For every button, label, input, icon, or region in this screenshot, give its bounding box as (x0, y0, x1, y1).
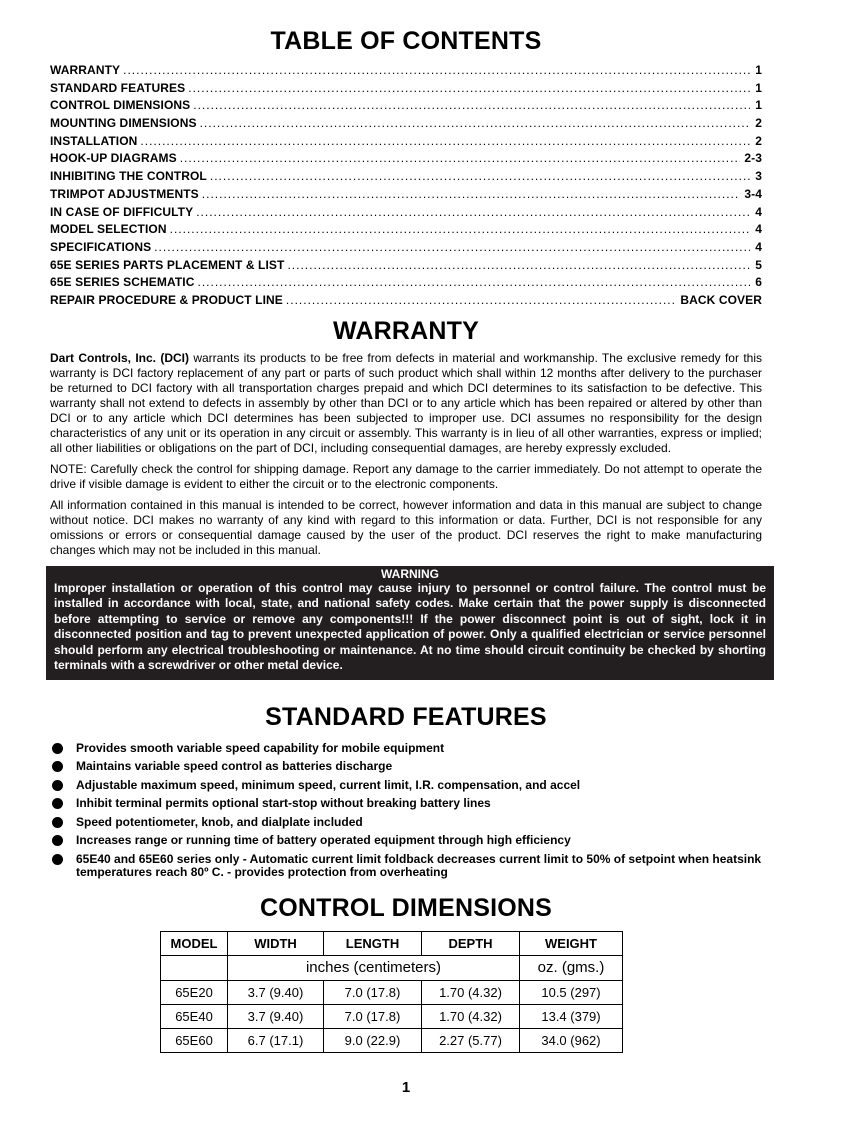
toc-leader (170, 221, 750, 239)
units-weight: oz. (gms.) (520, 955, 623, 980)
feature-text: Maintains variable speed control as batteries discharge (76, 759, 393, 774)
toc-page: 4 (755, 204, 762, 219)
toc-label: SPECIFICATIONS (50, 239, 152, 254)
cell-depth: 1.70 (4.32) (422, 980, 520, 1004)
toc-entry[interactable] (50, 97, 762, 115)
feature-item (50, 797, 762, 810)
feature-text: Provides smooth variable speed capability for mobile equipment (76, 740, 445, 755)
toc-leader (196, 204, 750, 222)
cell-width: 3.7 (9.40) (228, 1004, 324, 1028)
warranty-title: WARRANTY (332, 316, 480, 345)
toc-label: CONTROL DIMENSIONS (50, 98, 191, 113)
toc-page: 3 (755, 169, 762, 184)
toc-page: 1 (755, 80, 762, 95)
toc-leader (123, 62, 750, 80)
standard-features-title: STANDARD FEATURES (265, 702, 547, 731)
toc-page: 1 (755, 63, 762, 77)
warning-body: Improper installation or operation of this control may cause injury to personnel or control failure. The control must be installed in accordance with local, state, and national safety codes. Make certain that the power supply is disconnected before attempting to service or remove any components!!! If the power disconnect point is out of sight, lock it in disconnected position and tag to prevent unexpected application of power. Only a qualified electrician or service personnel should perform any electrical troubleshooting or maintenance. At no time should circuit continuity be checked by shorting terminals with a screwdriver or other metal device. (54, 580, 766, 673)
feature-text: Speed potentiometer, knob, and dialplate included (76, 814, 363, 829)
toc-entry[interactable] (50, 204, 762, 222)
toc-entry[interactable] (50, 186, 762, 204)
table-row (161, 1028, 623, 1052)
features-list (50, 742, 762, 879)
warranty-body: warrants its products to be free from defects in material and workmanship. The exclusive remedy for this warranty is DCI factory replacement of any part or parts of such product which shall within 12 months after delivery to the purchaser be returned to DCI factory with all transportation charges prepaid and which DCI determines to its satisfaction to be defective. This warranty shall not extend to defects in assembly by other than DCI or to any article which has been repaired or altered by other than DCI or to any article which DCI determines has been subjected to improper use. DCI assumes no responsibility for the design characteristics of any unit or its operation in any circuit or assembly. This warranty is in lieu of all other warranties, express or implied; all other liabilities or obligations on the part of DCI, including consequential damages, are hereby expressly excluded. (50, 350, 762, 455)
control-dimensions-title: CONTROL DIMENSIONS (259, 893, 553, 922)
toc-entry[interactable] (50, 292, 762, 310)
feature-text: Increases range or running time of battery operated equipment through high efficiency (76, 833, 571, 848)
toc-page: 6 (755, 275, 762, 290)
toc-entry[interactable] (50, 80, 762, 98)
toc-entry[interactable] (50, 150, 762, 168)
company-name: Dart Controls, Inc. (DCI) (50, 350, 189, 365)
toc-entry[interactable] (50, 257, 762, 275)
toc-label: 65E SERIES PARTS PLACEMENT & LIST (50, 257, 285, 272)
toc-page: 2 (755, 116, 762, 131)
toc-leader (140, 133, 750, 151)
units-blank (161, 955, 228, 980)
toc-entry[interactable] (50, 221, 762, 239)
manual-page (50, 26, 766, 1053)
toc-leader (210, 168, 750, 186)
feature-item (50, 853, 762, 879)
cell-length: 9.0 (22.9) (324, 1028, 422, 1052)
cell-model: 65E60 (161, 1028, 228, 1052)
toc-leader (193, 97, 750, 115)
toc-label: WARRANTY (50, 63, 121, 77)
bullet-icon (52, 854, 63, 865)
toc-entry[interactable] (50, 274, 762, 292)
toc-label: INHIBITING THE CONTROL (50, 169, 207, 184)
toc-page: 2 (755, 133, 762, 148)
header-length: LENGTH (324, 931, 422, 955)
units-row (161, 955, 623, 980)
cell-length: 7.0 (17.8) (324, 980, 422, 1004)
toc-page: BACK COVER (680, 292, 762, 307)
toc-label: 65E SERIES SCHEMATIC (50, 275, 195, 290)
toc-entry[interactable] (50, 168, 762, 186)
cell-width: 6.7 (17.1) (228, 1028, 324, 1052)
toc-page: 3-4 (744, 186, 762, 201)
page-number: 1 (401, 1079, 411, 1096)
toc-title: TABLE OF CONTENTS (270, 27, 542, 55)
warranty-text (50, 351, 762, 456)
toc-page: 5 (755, 257, 762, 272)
feature-item (50, 742, 762, 755)
table-row (161, 1004, 623, 1028)
bullet-icon (52, 835, 63, 846)
toc-leader (200, 115, 750, 133)
toc-label: HOOK-UP DIAGRAMS (50, 151, 177, 166)
table-header-row (161, 931, 623, 955)
toc-entry[interactable] (50, 115, 762, 133)
bullet-icon (52, 761, 63, 772)
feature-item (50, 816, 762, 829)
cell-depth: 1.70 (4.32) (422, 1004, 520, 1028)
toc-page: 2-3 (744, 151, 762, 166)
bullet-icon (52, 817, 63, 828)
shipping-note: NOTE: Carefully check the control for shipping damage. Report any damage to the carrier immediately. Do not attempt to operate the drive if visible damage is evident to either the circuit or to the electronic components. (50, 461, 762, 491)
toc-label: IN CASE OF DIFFICULTY (50, 204, 194, 219)
dimensions-table (160, 931, 623, 1053)
cell-model: 65E40 (161, 1004, 228, 1028)
feature-item (50, 779, 762, 792)
bullet-icon (52, 780, 63, 791)
cell-length: 7.0 (17.8) (324, 1004, 422, 1028)
bullet-icon (52, 798, 63, 809)
feature-text: 65E40 and 65E60 series only - Automatic current limit foldback decreases current limit to 50% of setpoint when heatsink temperatures reach 80º C. - provides protection from overheating (76, 851, 762, 879)
toc-entry[interactable] (50, 239, 762, 257)
feature-text: Adjustable maximum speed, minimum speed, current limit, I.R. compensation, and accel (76, 777, 581, 792)
toc-page: 1 (755, 98, 762, 113)
header-width: WIDTH (228, 931, 324, 955)
table-row (161, 980, 623, 1004)
cell-width: 3.7 (9.40) (228, 980, 324, 1004)
toc-label: MOUNTING DIMENSIONS (50, 116, 197, 131)
warning-title: WARNING (381, 566, 439, 581)
toc-leader (154, 239, 750, 257)
toc-label: TRIMPOT ADJUSTMENTS (50, 186, 199, 201)
toc-entry[interactable] (50, 62, 762, 80)
toc-leader (188, 80, 750, 98)
toc-leader (197, 274, 750, 292)
table-of-contents (50, 62, 762, 310)
toc-leader (287, 257, 750, 275)
information-disclaimer: All information contained in this manual is intended to be correct, however information and data in this manual are subject to change without notice. DCI makes no warranty of any kind with regard to this information or data. Further, DCI is not responsible for any omissions or errors or consequential damage caused by the user of the product. DCI reserves the right to make manufacturing changes which may not be included in this manual. (50, 497, 762, 557)
feature-text: Inhibit terminal permits optional start-stop without breaking battery lines (76, 796, 491, 811)
toc-label: STANDARD FEATURES (50, 80, 186, 95)
warning-box (46, 566, 774, 680)
toc-page: 4 (755, 222, 762, 237)
cell-depth: 2.27 (5.77) (422, 1028, 520, 1052)
toc-page: 4 (755, 239, 762, 254)
cell-weight: 10.5 (297) (520, 980, 623, 1004)
header-weight: WEIGHT (520, 931, 623, 955)
toc-entry[interactable] (50, 133, 762, 151)
toc-label: MODEL SELECTION (50, 222, 167, 237)
toc-label: REPAIR PROCEDURE & PRODUCT LINE (50, 292, 283, 307)
feature-item (50, 760, 762, 773)
units-length: inches (centimeters) (228, 955, 520, 980)
header-model: MODEL (161, 931, 228, 955)
header-depth: DEPTH (422, 931, 520, 955)
toc-label: INSTALLATION (50, 133, 138, 148)
toc-leader (286, 292, 676, 310)
cell-weight: 13.4 (379) (520, 1004, 623, 1028)
feature-item (50, 834, 762, 847)
bullet-icon (52, 743, 63, 754)
cell-model: 65E20 (161, 980, 228, 1004)
cell-weight: 34.0 (962) (520, 1028, 623, 1052)
toc-leader (180, 150, 741, 168)
toc-leader (202, 186, 741, 204)
